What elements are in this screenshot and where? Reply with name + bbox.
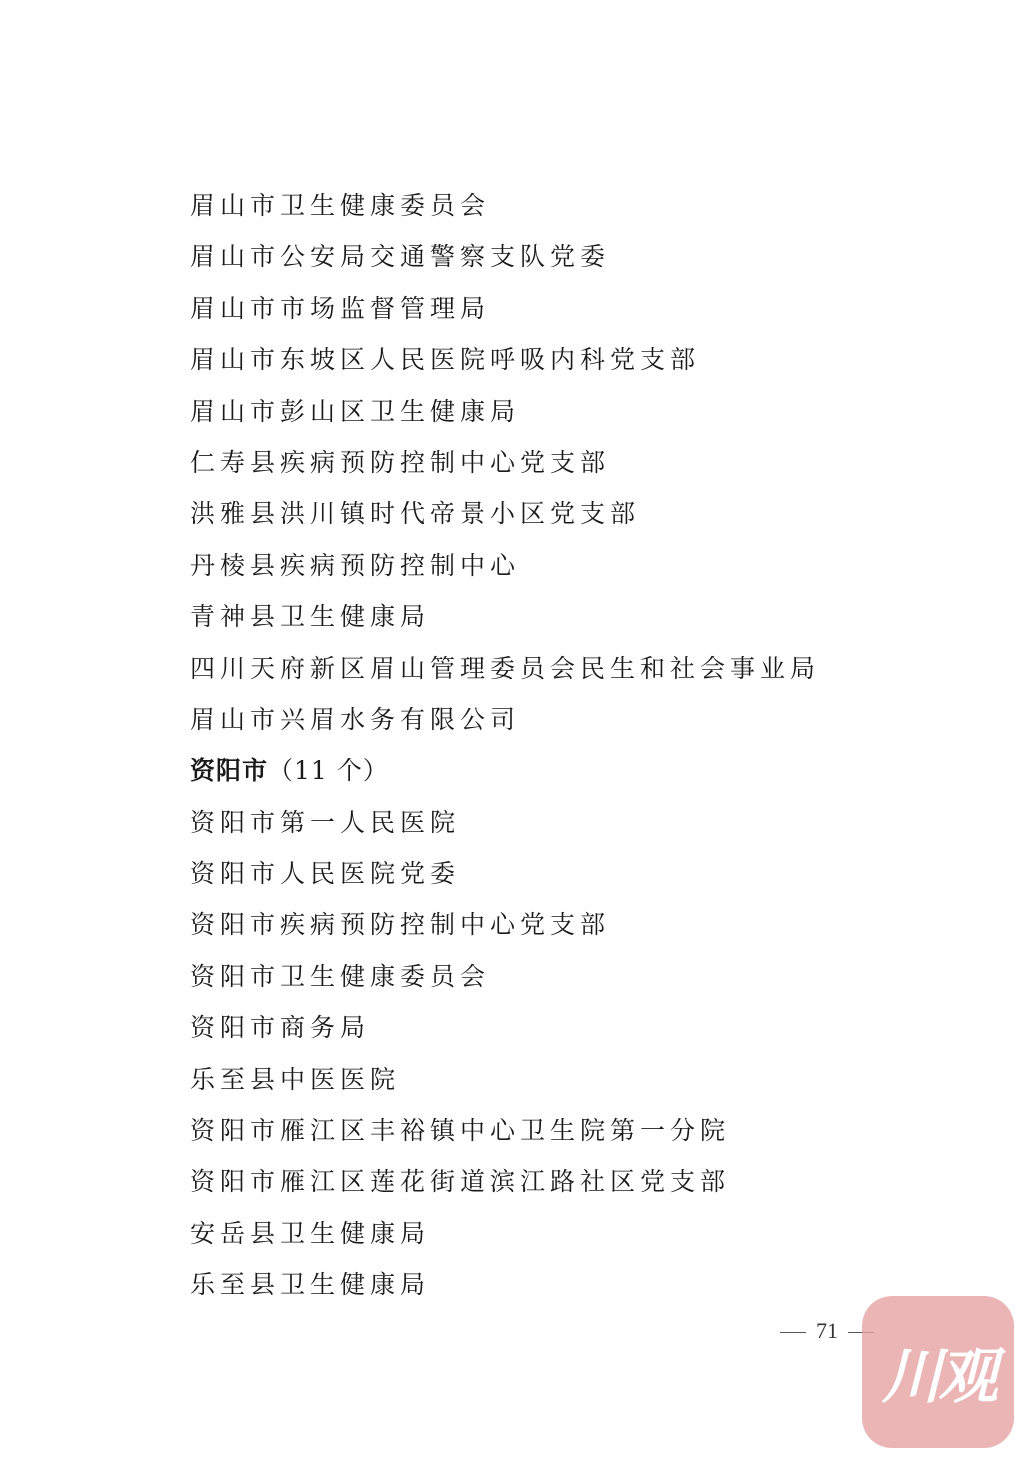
list-item: 丹棱县疾病预防控制中心: [190, 550, 521, 580]
section-count: （11 个）: [268, 756, 389, 786]
dash-left: [780, 1332, 806, 1333]
list-item: 资阳市人民医院党委: [190, 859, 461, 889]
list-item: 眉山市兴眉水务有限公司: [190, 704, 521, 734]
list-item: 乐至县中医医院: [190, 1064, 401, 1094]
list-item: 洪雅县洪川镇时代帝景小区党支部: [190, 499, 641, 529]
list-item: 四川天府新区眉山管理委员会民生和社会事业局: [190, 653, 821, 683]
list-item: 眉山市彭山区卫生健康局: [190, 396, 521, 426]
watermark-text: 川观: [882, 1342, 994, 1412]
list-item: 资阳市商务局: [190, 1013, 371, 1043]
list-item: 眉山市公安局交通警察支队党委: [190, 242, 611, 272]
list-item: 资阳市卫生健康委员会: [190, 961, 491, 991]
list-item: 眉山市市场监督管理局: [190, 293, 491, 323]
watermark-logo: [862, 1296, 1014, 1448]
organization-list: [190, 180, 820, 1311]
list-item: 眉山市东坡区人民医院呼吸内科党支部: [190, 345, 701, 375]
list-item: 资阳市第一人民医院: [190, 807, 461, 837]
list-item: 仁寿县疾病预防控制中心党支部: [190, 447, 611, 477]
section-heading: [190, 745, 820, 796]
list-item: 资阳市雁江区莲花街道滨江路社区党支部: [190, 1167, 731, 1197]
list-item: 资阳市疾病预防控制中心党支部: [190, 910, 611, 940]
list-item: 安岳县卫生健康局: [190, 1218, 431, 1248]
list-item: 资阳市雁江区丰裕镇中心卫生院第一分院: [190, 1116, 731, 1146]
list-item: 眉山市卫生健康委员会: [190, 191, 491, 220]
list-item: 青神县卫生健康局: [190, 602, 431, 632]
list-item: 乐至县卫生健康局: [190, 1270, 431, 1300]
section-name: 资阳市: [190, 756, 269, 786]
page-number-value: 71: [816, 1318, 838, 1343]
